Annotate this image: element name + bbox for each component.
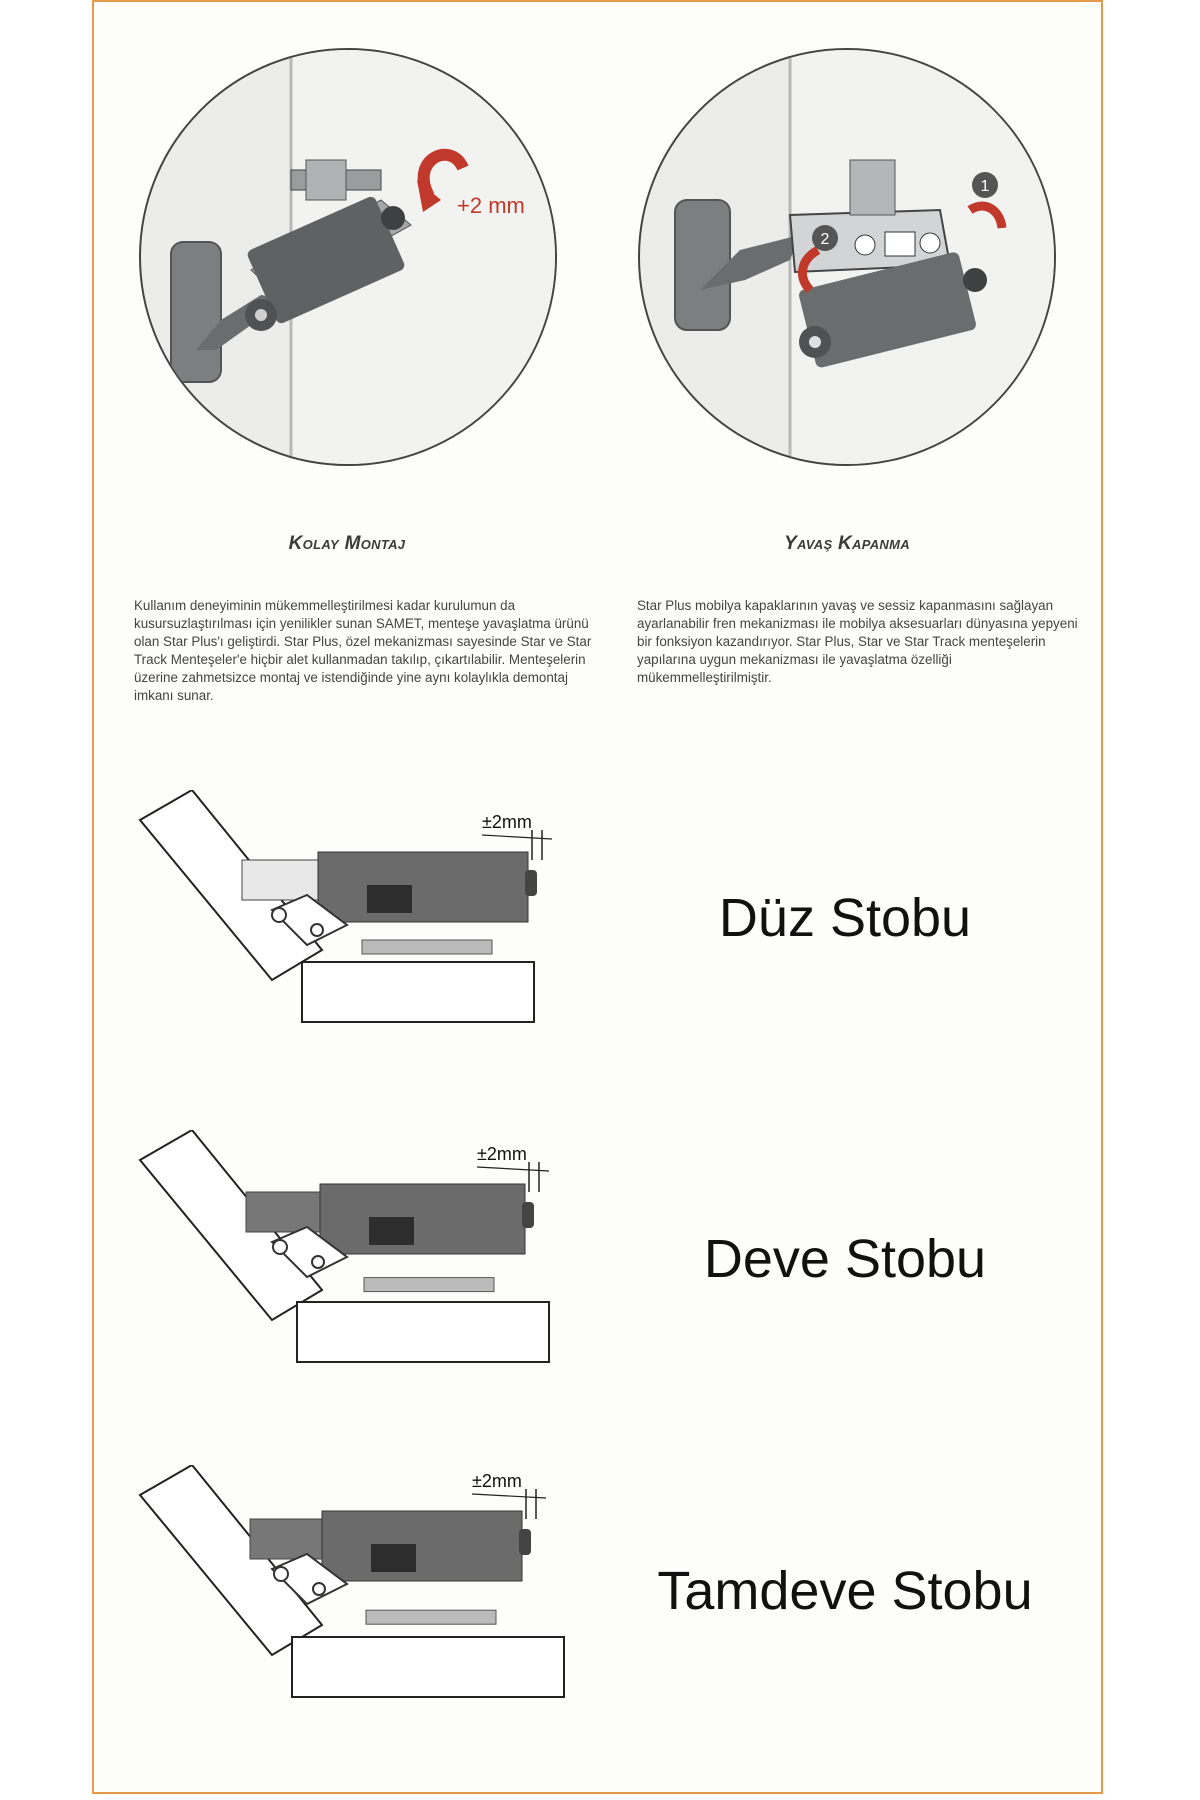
easy-mount-title: Kolay Montaj bbox=[288, 533, 406, 554]
soft-close-title: Yavaş Kapanma bbox=[784, 533, 910, 554]
easy-mount-text: Kullanım deneyiminin mükemmelleştirilmesi kadar kurulumun da kusursuzlaştırılması için yenilikler sunan SAMET, menteşe yavaşlatma ürünü olan Star Plus'ı geliştirdi. Star Plus, özel mekanizması sayesinde Star ve Star Track Menteşeler'e hiçbir alet kullanmadan takılıp, çıkartılabilir. Menteşelerin üzerine zahmetsizce montaj ve istendiğinde yine aynı kolaylıkla demontaj imkanı sunar. bbox=[134, 598, 592, 703]
tolerance-label: ±2mm bbox=[472, 1471, 522, 1491]
step-2-badge: 2 bbox=[820, 231, 830, 248]
easy-mount-illustration bbox=[139, 48, 557, 466]
soft-close-text: Star Plus mobilya kapaklarının yavaş ve sessiz kapanmasını sağlayan ayarlanabilir fren mekanizması ile mobilya aksesuarları dünyasına yepyeni bir fonksiyon kazandırıyor. Star Plus, Star ve Star Track menteşelerin yapılarına uygun mekanizması ile yavaşlatma özelliği mükemmelleştirilmiştir. bbox=[637, 598, 1078, 685]
hinge-drawing-3 bbox=[132, 1465, 602, 1710]
variant-label-duz: Düz Stobu bbox=[718, 888, 972, 948]
soft-close-illustration bbox=[638, 48, 1056, 466]
hinge-drawing-1 bbox=[132, 790, 602, 1035]
step-1-badge: 1 bbox=[980, 178, 990, 195]
variant-label-tamdeve: Tamdeve Stobu bbox=[657, 1561, 1033, 1621]
variant-label-deve: Deve Stobu bbox=[703, 1229, 987, 1289]
tolerance-label: ±2mm bbox=[482, 812, 532, 832]
adjust-callout: +2 mm bbox=[457, 193, 525, 218]
tolerance-label: ±2mm bbox=[477, 1144, 527, 1164]
hinge-drawing-2 bbox=[132, 1130, 602, 1375]
